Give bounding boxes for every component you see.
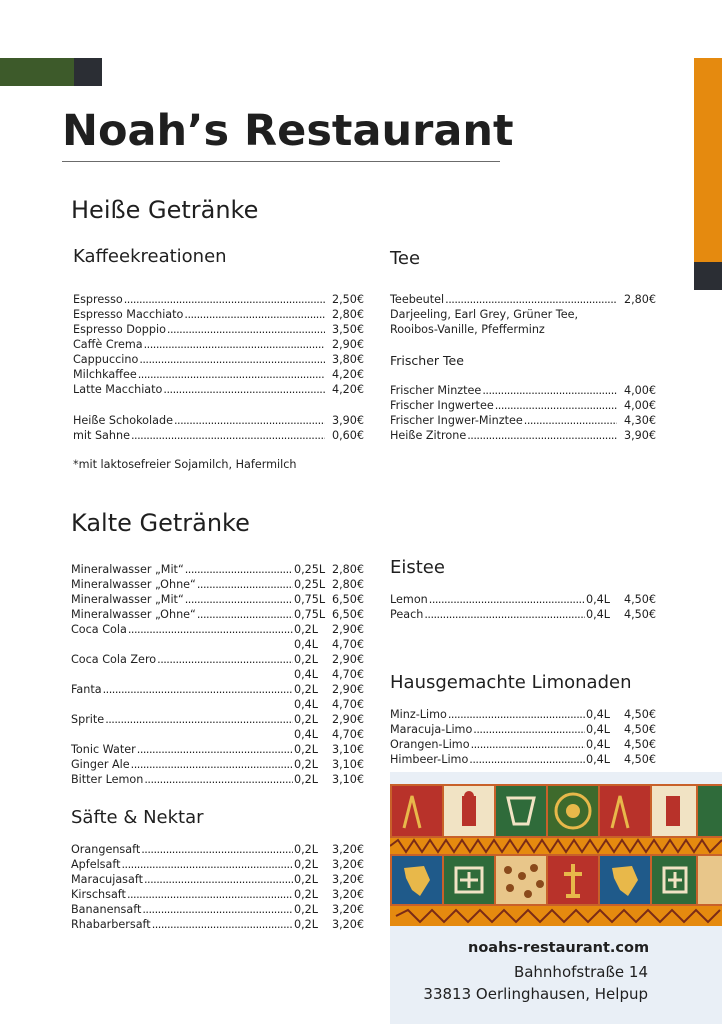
list-item: Heiße Zitrone ..... 3,90€ <box>390 428 656 443</box>
list-item: mit Sahne ..... 0,60€ <box>73 428 364 443</box>
list-item: Caffè Crema ..... 2,90€ <box>73 337 364 352</box>
top-left-dark-bar <box>74 58 102 86</box>
list-item: Mineralwasser „Mit“ ..... 0,25L 2,80€ <box>71 562 364 577</box>
list-item: Himbeer-Limo ..... 0,4L 4,50€ <box>390 752 656 767</box>
teabag-description-1: Darjeeling, Earl Grey, Grüner Tee, <box>390 308 579 321</box>
list-item: Bitter Lemon ..... 0,2L 3,10€ <box>71 772 364 787</box>
list-item: Lemon ..... 0,4L 4,50€ <box>390 592 656 607</box>
top-left-green-bar <box>0 58 74 86</box>
list-item: Kirschsaft ..... 0,2L 3,20€ <box>71 887 364 902</box>
list-item: Cappuccino ..... 3,80€ <box>73 352 364 367</box>
list-item: Mineralwasser „Ohne“ ..... 0,25L 2,80€ <box>71 577 364 592</box>
list-item: Mineralwasser „Ohne“ ..... 0,75L 6,50€ <box>71 607 364 622</box>
right-dark-bar <box>694 262 722 290</box>
hot-drinks-heading: Heiße Getränke <box>71 196 259 224</box>
list-item: Sprite ..... 0,2L 2,90€ <box>71 712 364 727</box>
list-item: Tonic Water ..... 0,2L 3,10€ <box>71 742 364 757</box>
list-item: 0,4L 4,70€ <box>294 668 364 681</box>
list-item: Espresso Macchiato ..... 2,80€ <box>73 307 364 322</box>
lemonade-list <box>390 707 656 767</box>
list-item: Espresso ..... 2,50€ <box>73 292 364 307</box>
list-item: Apfelsaft ..... 0,2L 3,20€ <box>71 857 364 872</box>
coffee-heading: Kaffeekreationen <box>73 246 227 267</box>
list-item: 0,4L 4,70€ <box>294 638 364 651</box>
list-item: Latte Macchiato ..... 4,20€ <box>73 382 364 397</box>
chocolate-list <box>73 413 364 443</box>
juice-list <box>71 842 364 932</box>
list-item: Coca Cola Zero ..... 0,2L 2,90€ <box>71 652 364 667</box>
list-item: Frischer Ingwer-Minztee ..... 4,30€ <box>390 413 656 428</box>
address-street: Bahnhofstraße 14 <box>513 963 648 981</box>
list-item: Orangen-Limo ..... 0,4L 4,50€ <box>390 737 656 752</box>
african-pattern-banner <box>390 784 722 926</box>
list-item: Bananensaft ..... 0,2L 3,20€ <box>71 902 364 917</box>
cold-drinks-list <box>71 562 364 787</box>
list-item: Milchkaffee ..... 4,20€ <box>73 367 364 382</box>
fresh-tea-heading: Frischer Tee <box>390 353 464 368</box>
coffee-list <box>73 292 364 397</box>
list-item: Espresso Doppio ..... 3,50€ <box>73 322 364 337</box>
juice-heading: Säfte & Nektar <box>71 807 204 828</box>
icetea-heading: Eistee <box>390 557 445 578</box>
website-link[interactable]: noahs-restaurant.com <box>468 940 650 956</box>
list-item: Frischer Ingwertee ..... 4,00€ <box>390 398 656 413</box>
restaurant-title: Noah’s Restaurant <box>62 106 514 156</box>
teabag-description-2: Rooibos-Vanille, Pfefferminz <box>390 323 545 336</box>
list-item: Coca Cola ..... 0,2L 2,90€ <box>71 622 364 637</box>
list-item: Fanta ..... 0,2L 2,90€ <box>71 682 364 697</box>
right-orange-bar <box>694 58 722 262</box>
list-item: 0,4L 4,70€ <box>294 728 364 741</box>
tea-heading: Tee <box>390 248 421 269</box>
fresh-tea-list <box>390 383 656 443</box>
icetea-list <box>390 592 656 622</box>
list-item: Maracujasaft ..... 0,2L 3,20€ <box>71 872 364 887</box>
list-item: 0,4L 4,70€ <box>294 698 364 711</box>
address-city: 33813 Oerlinghausen, Helpup <box>423 985 648 1003</box>
teabag-row <box>390 292 656 307</box>
list-item: Teebeutel ..... 2,80€ <box>390 292 656 307</box>
cold-drinks-heading: Kalte Getränke <box>71 509 250 537</box>
list-item: Heiße Schokolade ..... 3,90€ <box>73 413 364 428</box>
list-item: Ginger Ale ..... 0,2L 3,10€ <box>71 757 364 772</box>
list-item: Peach ..... 0,4L 4,50€ <box>390 607 656 622</box>
list-item: Orangensaft ..... 0,2L 3,20€ <box>71 842 364 857</box>
milk-note: *mit laktosefreier Sojamilch, Hafermilch <box>73 458 297 471</box>
list-item: Mineralwasser „Mit“ ..... 0,75L 6,50€ <box>71 592 364 607</box>
list-item: Rhabarbersaft ..... 0,2L 3,20€ <box>71 917 364 932</box>
list-item: Frischer Minztee ..... 4,00€ <box>390 383 656 398</box>
title-underline <box>62 161 500 162</box>
lemonade-heading: Hausgemachte Limonaden <box>390 672 632 693</box>
list-item: Maracuja-Limo ..... 0,4L 4,50€ <box>390 722 656 737</box>
list-item: Minz-Limo ..... 0,4L 4,50€ <box>390 707 656 722</box>
